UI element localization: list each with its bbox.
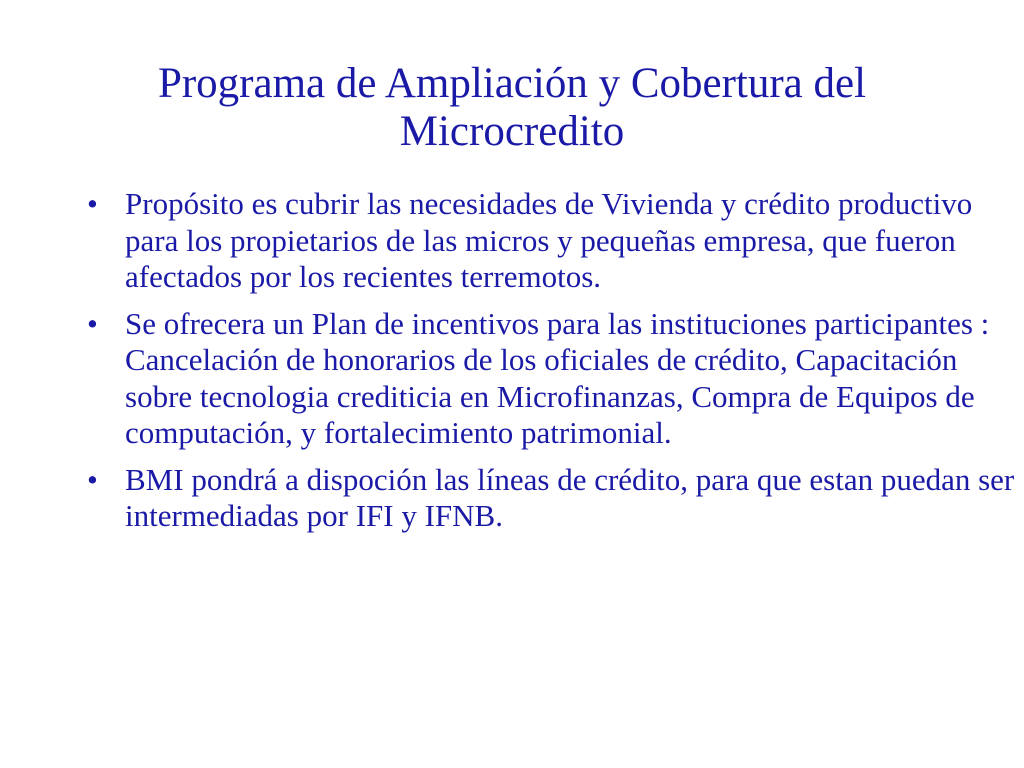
bullet-text-3: BMI pondrá a dispoción las líneas de crédito, para que estan puedan ser intermediadas por IFI y IFNB. <box>125 461 1015 533</box>
bullet-item-1 <box>87 186 1017 296</box>
bullet-item-3 <box>87 462 1017 535</box>
bullet-text-1: Propósito es cubrir las necesidades de Vivienda y crédito productivo para los propietarios de las micros y pequeñas empresa, que fueron afectados por los recientes terremotos. <box>125 186 973 294</box>
bullet-dot-icon: • <box>87 461 98 497</box>
slide-title <box>40 60 984 156</box>
bullet-list <box>87 186 1017 545</box>
bullet-item-2 <box>87 306 1017 452</box>
bullet-text-2: Se ofrecera un Plan de incentivos para las instituciones participantes : Cancelación de honorarios de los oficiales de crédito, Capacitación sobre tecnologia crediticia en Microfinanzas, Compra de Equipos de computación, y fortalecimiento patrimonial. <box>125 305 990 450</box>
slide-title-line-1: Programa de Ampliación y Cobertura del <box>157 60 867 107</box>
slide-title-line-2: Microcredito <box>399 108 625 155</box>
bullet-dot-icon: • <box>87 186 98 221</box>
bullet-dot-icon: • <box>87 305 98 341</box>
